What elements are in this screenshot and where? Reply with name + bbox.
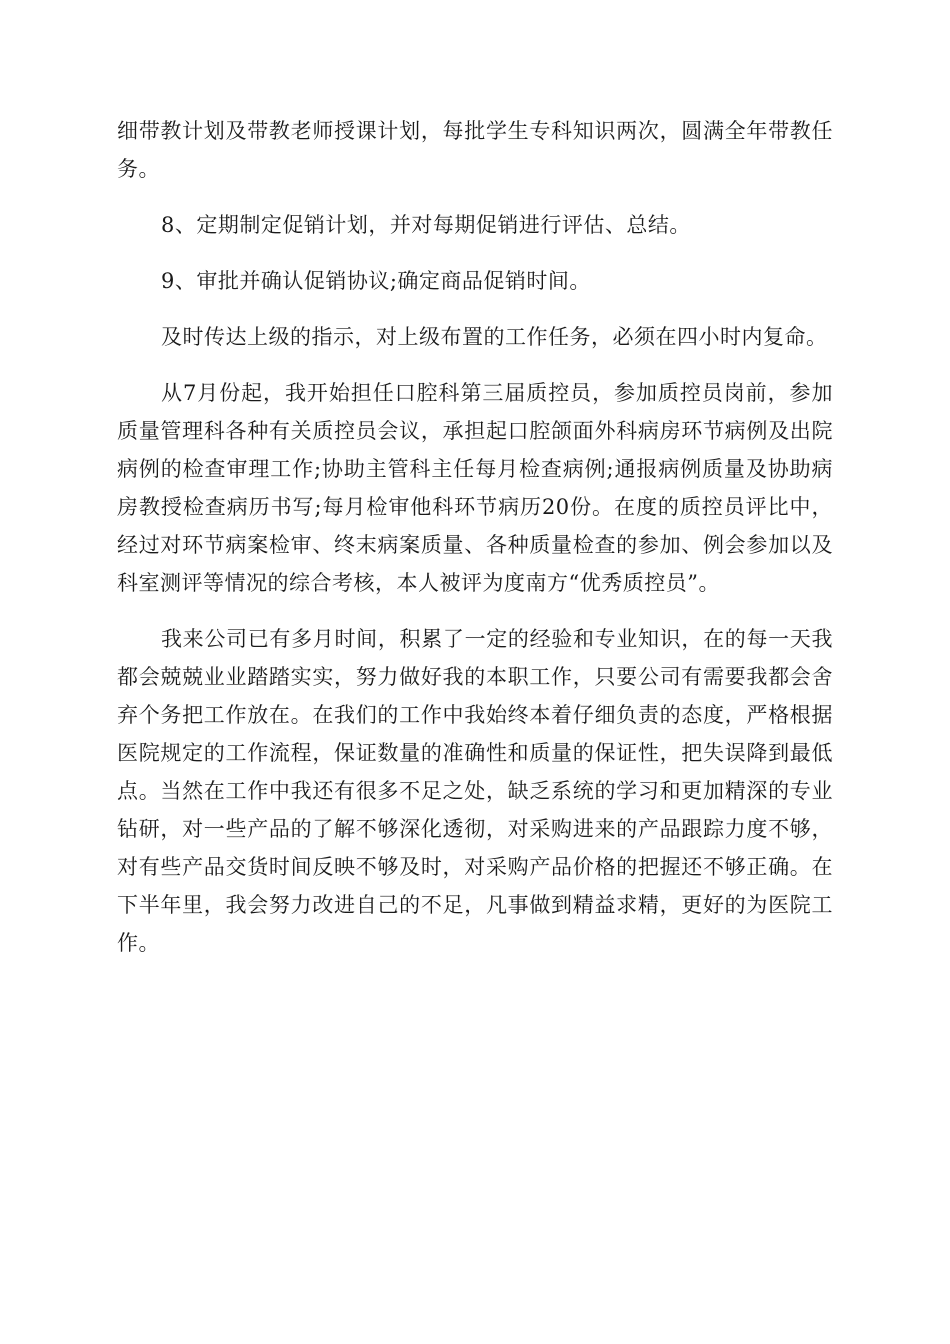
document-body bbox=[117, 112, 833, 980]
paragraph-continuation: 细带教计划及带教老师授课计划，每批学生专科知识两次，圆满全年带教任务。 bbox=[117, 119, 833, 181]
paragraph-item-9: 9、审批并确认促销协议;确定商品促销时间。 bbox=[161, 269, 591, 293]
paragraph-quality-control: 从7月份起，我开始担任口腔科第三届质控员，参加质控员岗前，参加质量管理科各种有关质控员会议，承担起口腔颌面外科病房环节病例及出院病例的检查审理工作;协助主管科主任每月检查病例;通报病例质量及协助病房教授检查病历书写;每月检审他科环节病历20份。在度的质控员评比中，经过对环节病案检审、终末病案质量、各种质量检查的参加、例会参加以及科室测评等情况的综合考核，本人被评为度南方“优秀质控员”。 bbox=[117, 381, 833, 595]
paragraph-item-8: 8、定期制定促销计划，并对每期促销进行评估、总结。 bbox=[161, 213, 691, 237]
paragraph-instructions: 及时传达上级的指示，对上级布置的工作任务，必须在四小时内复命。 bbox=[161, 325, 828, 349]
paragraph-work-summary: 我来公司已有多月时间，积累了一定的经验和专业知识，在的每一天我都会兢兢业业踏踏实实，努力做好我的本职工作，只要公司有需要我都会舍弃个务把工作放在。在我们的工作中我始终本着仔细负责的态度，严格根据医院规定的工作流程，保证数量的准确性和质量的保证性，把失误降到最低点。当然在工作中我还有很多不足之处，缺乏系统的学习和更加精深的专业钻研，对一些产品的了解不够深化透彻，对采购进来的产品跟踪力度不够，对有些产品交货时间反映不够及时，对采购产品价格的把握还不够正确。在下半年里，我会努力改进自己的不足，凡事做到精益求精，更好的为医院工作。 bbox=[117, 627, 833, 955]
